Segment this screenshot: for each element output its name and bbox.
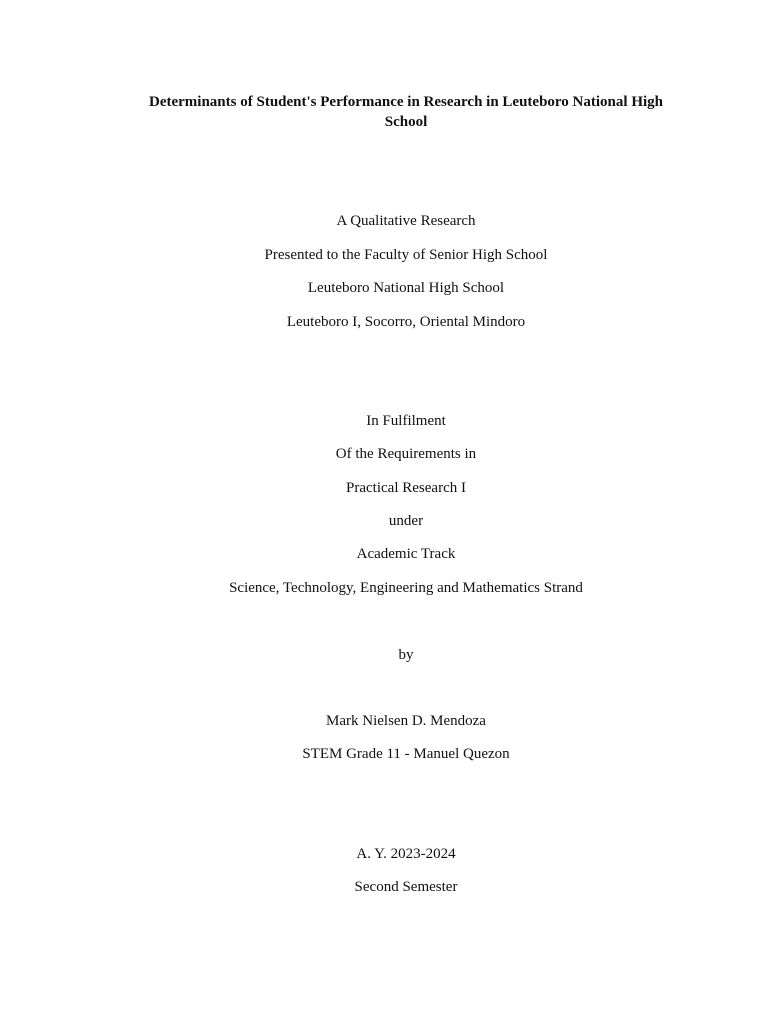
author-section: STEM Grade 11 - Manuel Quezon <box>302 746 510 762</box>
subject-name: Practical Research I <box>346 480 466 496</box>
under-text: under <box>388 513 424 529</box>
by-text: by <box>398 647 414 663</box>
track-name: Academic Track <box>356 546 456 562</box>
presented-to: Presented to the Faculty of Senior High School <box>264 247 548 263</box>
school-address: Leuteboro I, Socorro, Oriental Mindoro <box>286 314 526 330</box>
requirements-text: Of the Requirements in <box>335 446 477 462</box>
school-name: Leuteboro National High School <box>307 280 505 296</box>
research-title: Determinants of Student's Performance in Research in Leuteboro National High School <box>149 94 663 130</box>
author-name: Mark Nielsen D. Mendoza <box>326 713 486 729</box>
academic-year: A. Y. 2023-2024 <box>356 846 456 862</box>
strand-name: Science, Technology, Engineering and Mathematics Strand <box>229 580 583 596</box>
research-type: A Qualitative Research <box>336 213 476 229</box>
fulfilment-text: In Fulfilment <box>366 413 446 429</box>
semester: Second Semester <box>354 879 458 895</box>
